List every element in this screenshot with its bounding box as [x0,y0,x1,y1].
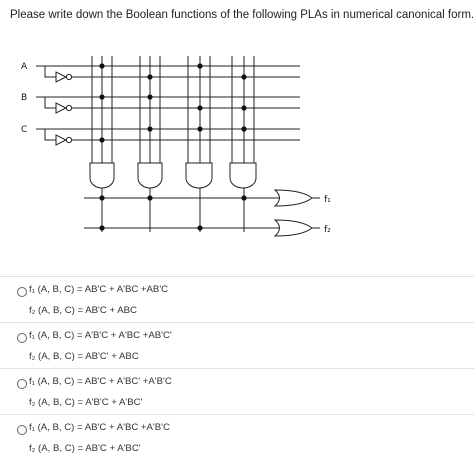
output-label-f1: f₁ [324,195,331,205]
option-f1: f₁ (A, B, C) = AB'C + A'BC' +A'B'C [29,376,172,387]
option-f2: f₂ (A, B, C) = AB'C' + ABC [29,351,139,362]
pla-diagram [0,40,474,250]
output-label-f2: f₂ [324,225,331,235]
option-f1: f₁ (A, B, C) = AB'C + A'BC +AB'C [29,284,169,295]
option-f2: f₂ (A, B, C) = AB'C + ABC [29,305,137,316]
radio-button[interactable] [17,425,27,435]
question-text: Please write down the Boolean functions of the following PLAs in numerical canonical form. [10,9,474,21]
option-f1: f₁ (A, B, C) = AB'C + A'BC +A'B'C [29,422,170,433]
option-f2: f₂ (A, B, C) = A'B'C + A'BC' [29,397,143,408]
input-label-c: C [21,125,28,135]
answer-option[interactable] [0,368,474,414]
option-f2: f₂ (A, B, C) = AB'C + A'BC' [29,443,141,454]
answer-option[interactable] [0,276,474,322]
answer-options [0,276,474,460]
answer-option[interactable] [0,414,474,460]
option-f1: f₁ (A, B, C) = A'B'C + A'BC +AB'C' [29,330,172,341]
answer-option[interactable] [0,322,474,368]
input-label-a: A [21,62,28,72]
radio-button[interactable] [17,333,27,343]
radio-button[interactable] [17,379,27,389]
radio-button[interactable] [17,287,27,297]
input-label-b: B [21,93,28,103]
